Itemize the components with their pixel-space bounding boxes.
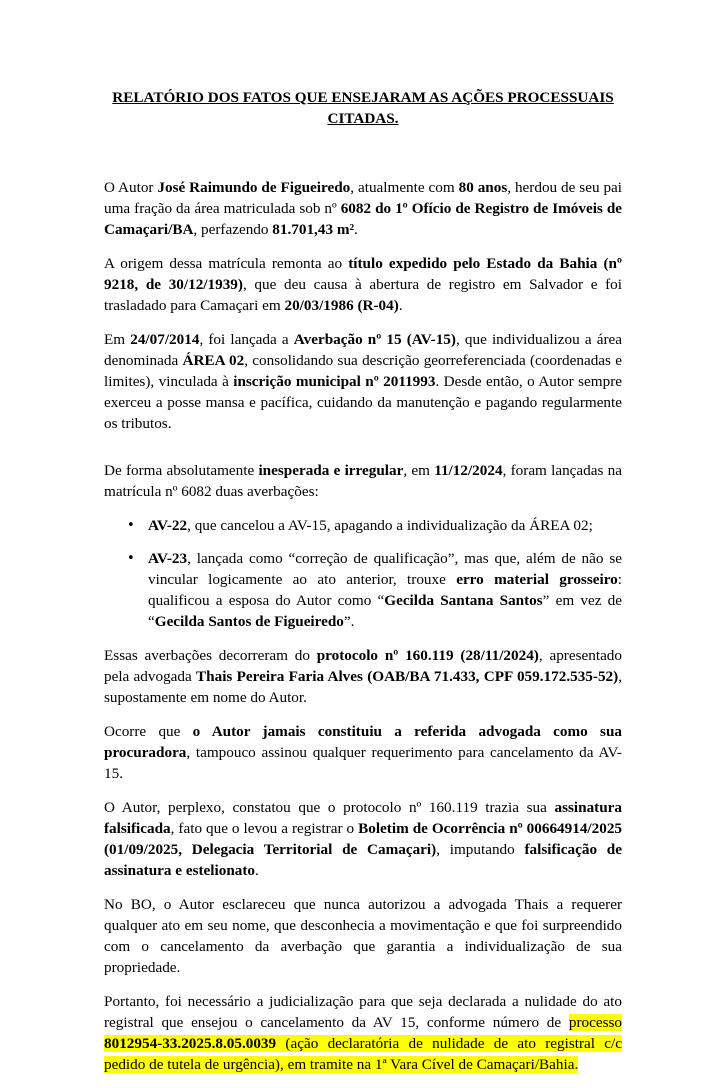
highlighted-action-text: (ação declaratória de nulidade de ato registral c/c pedido de tutela de urgência), em tramite na 1ª Vara Cível de Camaçari/Bahia. [104, 1035, 622, 1073]
paragraph-forged-signature: O Autor, perplexo, constatou que o protocolo nº 160.119 trazia sua assinatura falsificada, fato que o levou a registrar o Boletim de Ocorrência nº 00664914/2025 (01/09/2025, Delegacia Territorial de Camaçari), imputando falsificação de assinatura e estelionato. [104, 799, 623, 879]
list-item-av23: • AV-23, lançada como “correção de qualificação”, mas que, além de não se vincular logicamente ao ato anterior, trouxe erro material grosseiro: qualificou a esposa do Autor como “Gecilda Santana Santos” em vez de “Gecilda Santos de Figueiredo”. [148, 548, 622, 632]
averbation-list [104, 515, 622, 632]
paragraph-protocol: Essas averbações decorreram do protocolo nº 160.119 (28/11/2024), apresentado pela advogada Thais Pereira Faria Alves (OAB/BA 71.433, CPF 059.172.535-52), supostamente em nome do Autor. [104, 647, 622, 706]
paragraph-irregular-averbations: De forma absolutamente inesperada e irregular, em 11/12/2024, foram lançadas na matrícula nº 6082 duas averbações: [104, 462, 622, 500]
highlighted-process-text: processo [568, 1014, 622, 1031]
document-body [104, 87, 622, 1088]
paragraph-no-power-of-attorney: Ocorre que o Autor jamais constituiu a referida advogada como sua procuradora, tampouco assinou qualquer requerimento para cancelamento da AV-15. [104, 723, 622, 782]
paragraph-av15: Em 24/07/2014, foi lançada a Averbação nº 15 (AV-15), que individualizou a área denominada ÁREA 02, consolidando sua descrição georreferenciada (coordenadas e limites), vinculada à inscrição municipal nº 2011993. Desde então, o Autor sempre exerceu a posse mansa e pacífica, cuidando da manutenção e pagando regularmente os tributos. [104, 331, 623, 432]
paragraph-author-inheritance: O Autor José Raimundo de Figueiredo, atualmente com 80 anos, herdou de seu pai uma fração da área matriculada sob nº 6082 do 1º Ofício de Registro de Imóveis de Camaçari/BA, perfazendo 81.701,43 m². [104, 179, 623, 238]
paragraph-police-report: No BO, o Autor esclareceu que nunca autorizou a advogada Thais a requerer qualquer ato em seu nome, que desconhecia a movimentação e que foi surpreendido com o cancelamento da averbação que garantia a individualização de sua propriedade. [104, 896, 622, 976]
list-item-av22: • AV-22, que cancelou a AV-15, apagando a individualização da ÁREA 02; [148, 515, 622, 536]
paragraph-registry-origin: A origem dessa matrícula remonta ao título expedido pelo Estado da Bahia (nº 9218, de 30/12/1939), que deu causa à abertura de registro em Salvador e foi trasladado para Camaçari em 20/03/1986 (R-04). [104, 255, 622, 314]
process-number: 8012954-33.2025.8.05.0039 [104, 1035, 277, 1052]
document-title: RELATÓRIO DOS FATOS QUE ENSEJARAM AS AÇÕES PROCESSUAIS CITADAS. [112, 89, 614, 127]
paragraph-judicialization: Portanto, foi necessário a judicialização para que seja declarada a nulidade do ato registral que ensejou o cancelamento da AV 15, conforme número de processo 8012954-33.2025.8.05.0039 (ação declaratória de nulidade de ato registral c/c pedido de tutela de urgência), em tramite na 1ª Vara Cível de Camaçari/Bahia. [104, 993, 622, 1073]
